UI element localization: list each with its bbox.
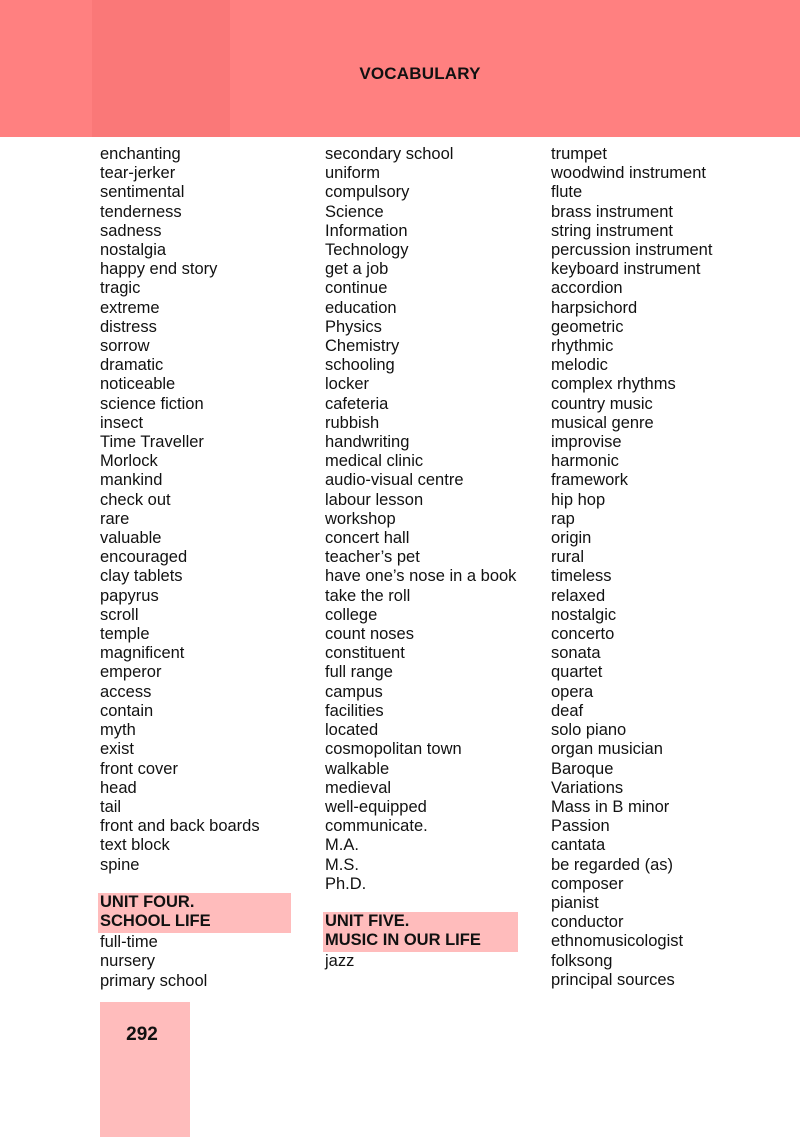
vocabulary-word: sonata bbox=[551, 644, 601, 663]
vocabulary-word: Variations bbox=[551, 778, 624, 797]
vocabulary-word: sentimental bbox=[100, 183, 185, 202]
vocabulary-word: myth bbox=[100, 721, 136, 740]
vocabulary-word: exist bbox=[100, 740, 134, 759]
vocabulary-word: concerto bbox=[551, 625, 615, 644]
vocabulary-word: college bbox=[325, 605, 378, 624]
vocabulary-word: emperor bbox=[100, 663, 162, 682]
vocabulary-word: rap bbox=[551, 509, 575, 528]
vocabulary-word: check out bbox=[100, 490, 171, 509]
vocabulary-word: audio-visual centre bbox=[325, 471, 464, 490]
vocabulary-word: enchanting bbox=[100, 145, 181, 163]
vocabulary-column-1 bbox=[100, 145, 300, 991]
vocabulary-word: encouraged bbox=[100, 548, 188, 567]
vocabulary-word: rhythmic bbox=[551, 337, 614, 356]
vocabulary-word: scroll bbox=[100, 605, 139, 624]
vocabulary-word: walkable bbox=[325, 759, 390, 778]
vocabulary-word: quartet bbox=[551, 663, 603, 682]
vocabulary-word: accordion bbox=[551, 279, 623, 298]
vocabulary-word: text block bbox=[100, 836, 170, 855]
vocabulary-word: access bbox=[100, 682, 152, 701]
vocabulary-word: M.S. bbox=[325, 855, 359, 874]
vocabulary-word: teacher’s pet bbox=[325, 548, 420, 567]
vocabulary-word: solo piano bbox=[551, 721, 627, 740]
unit-heading-line: SCHOOL LIFE bbox=[100, 911, 211, 930]
vocabulary-word: primary school bbox=[100, 971, 208, 990]
vocabulary-word: education bbox=[325, 298, 397, 317]
vocabulary-word: get a job bbox=[325, 260, 389, 279]
vocabulary-word: geometric bbox=[551, 317, 624, 336]
vocabulary-word: folksong bbox=[551, 951, 613, 970]
vocabulary-word: Morlock bbox=[100, 452, 158, 471]
vocabulary-word: count noses bbox=[325, 625, 414, 644]
vocabulary-word: compulsory bbox=[325, 183, 410, 202]
vocabulary-word: tear-jerker bbox=[100, 164, 176, 183]
vocabulary-word: percussion instrument bbox=[551, 241, 713, 260]
vocabulary-word: clay tablets bbox=[100, 567, 183, 586]
vocabulary-word: located bbox=[325, 721, 379, 740]
vocabulary-word: Physics bbox=[325, 317, 382, 336]
vocabulary-word: deaf bbox=[551, 701, 584, 720]
unit-heading-line: UNIT FIVE. bbox=[325, 911, 410, 930]
page-number: 292 bbox=[126, 1024, 158, 1045]
vocabulary-word: papyrus bbox=[100, 586, 159, 605]
vocabulary-word: Chemistry bbox=[325, 337, 400, 356]
vocabulary-word: communicate. bbox=[325, 817, 428, 836]
vocabulary-word: take the roll bbox=[325, 586, 411, 605]
vocabulary-word: composer bbox=[551, 874, 624, 893]
vocabulary-column-2 bbox=[325, 145, 525, 972]
vocabulary-word: concert hall bbox=[325, 529, 410, 548]
vocabulary-word: rare bbox=[100, 509, 130, 528]
vocabulary-word: insect bbox=[100, 413, 144, 432]
vocabulary-word: organ musician bbox=[551, 740, 663, 759]
vocabulary-word: tenderness bbox=[100, 202, 182, 221]
vocabulary-word: nostalgic bbox=[551, 605, 617, 624]
vocabulary-word: pianist bbox=[551, 893, 599, 912]
vocabulary-word: workshop bbox=[325, 509, 396, 528]
vocabulary-word: ethnomusicologist bbox=[551, 932, 684, 951]
vocabulary-word: principal sources bbox=[551, 970, 675, 989]
vocabulary-word: tragic bbox=[100, 279, 141, 298]
vocabulary-word: locker bbox=[325, 375, 370, 394]
vocabulary-word: conductor bbox=[551, 913, 624, 932]
vocabulary-word: Ph.D. bbox=[325, 874, 367, 893]
vocabulary-word: cafeteria bbox=[325, 394, 389, 413]
vocabulary-word: medieval bbox=[325, 778, 392, 797]
vocabulary-word: Passion bbox=[551, 817, 610, 836]
vocabulary-word: be regarded (as) bbox=[551, 855, 673, 874]
vocabulary-word: woodwind instrument bbox=[551, 164, 706, 183]
vocabulary-word: tail bbox=[100, 797, 122, 816]
vocabulary-word: dramatic bbox=[100, 356, 164, 375]
vocabulary-word: relaxed bbox=[551, 586, 606, 605]
unit-heading-line: MUSIC IN OUR LIFE bbox=[325, 931, 481, 950]
vocabulary-word: secondary school bbox=[325, 145, 454, 163]
vocabulary-word: cantata bbox=[551, 836, 606, 855]
vocabulary-word: harpsichord bbox=[551, 298, 638, 317]
vocabulary-word: timeless bbox=[551, 567, 612, 586]
vocabulary-word: Mass in B minor bbox=[551, 797, 670, 816]
vocabulary-word: medical clinic bbox=[325, 452, 424, 471]
vocabulary-word: hip hop bbox=[551, 490, 606, 509]
vocabulary-word: improvise bbox=[551, 433, 622, 452]
vocabulary-column-3 bbox=[551, 145, 796, 990]
vocabulary-word: Baroque bbox=[551, 759, 614, 778]
vocabulary-word: head bbox=[100, 778, 137, 797]
vocabulary-word: labour lesson bbox=[325, 490, 424, 509]
vocabulary-word: campus bbox=[325, 682, 383, 701]
vocabulary-word: mankind bbox=[100, 471, 163, 490]
vocabulary-word: sorrow bbox=[100, 337, 150, 356]
vocabulary-word: spine bbox=[100, 855, 140, 874]
vocabulary-word: science fiction bbox=[100, 394, 204, 413]
vocabulary-word: trumpet bbox=[551, 145, 607, 163]
vocabulary-word: noticeable bbox=[100, 375, 176, 394]
vocabulary-word: flute bbox=[551, 183, 583, 202]
vocabulary-word: jazz bbox=[325, 952, 355, 971]
vocabulary-word: harmonic bbox=[551, 452, 619, 471]
vocabulary-word: keyboard instrument bbox=[551, 260, 701, 279]
vocabulary-word: full range bbox=[325, 663, 393, 682]
page-title: VOCABULARY bbox=[359, 64, 481, 83]
vocabulary-word: Time Traveller bbox=[100, 433, 204, 452]
unit-heading-line: UNIT FOUR. bbox=[100, 892, 195, 911]
vocabulary-word: valuable bbox=[100, 529, 162, 548]
vocabulary-word: Science bbox=[325, 202, 384, 221]
vocabulary-word: handwriting bbox=[325, 433, 410, 452]
vocabulary-word: musical genre bbox=[551, 413, 654, 432]
vocabulary-word: string instrument bbox=[551, 221, 673, 240]
unit-heading bbox=[98, 893, 291, 933]
vocabulary-word: melodic bbox=[551, 356, 608, 375]
vocabulary-word: temple bbox=[100, 625, 150, 644]
vocabulary-word: full-time bbox=[100, 933, 158, 952]
vocabulary-word: framework bbox=[551, 471, 629, 490]
vocabulary-word: contain bbox=[100, 701, 154, 720]
vocabulary-word: extreme bbox=[100, 298, 160, 317]
vocabulary-word: nostalgia bbox=[100, 241, 167, 260]
vocabulary-word: schooling bbox=[325, 356, 395, 375]
page-number-tab bbox=[100, 1002, 190, 1137]
vocabulary-word: distress bbox=[100, 317, 157, 336]
vocabulary-word: sadness bbox=[100, 221, 162, 240]
vocabulary-word: well-equipped bbox=[325, 797, 427, 816]
vocabulary-word: happy end story bbox=[100, 260, 218, 279]
vocabulary-word: uniform bbox=[325, 164, 381, 183]
unit-heading bbox=[323, 912, 518, 952]
vocabulary-word: front and back boards bbox=[100, 817, 260, 836]
vocabulary-word: rubbish bbox=[325, 413, 380, 432]
header-band bbox=[0, 0, 800, 137]
vocabulary-word: nursery bbox=[100, 952, 156, 971]
vocabulary-word: front cover bbox=[100, 759, 178, 778]
vocabulary-word: facilities bbox=[325, 701, 384, 720]
vocabulary-word: country music bbox=[551, 394, 653, 413]
vocabulary-word: Technology bbox=[325, 241, 409, 260]
vocabulary-word: continue bbox=[325, 279, 388, 298]
vocabulary-word: brass instrument bbox=[551, 202, 673, 221]
vocabulary-word: Information bbox=[325, 221, 408, 240]
vocabulary-word: opera bbox=[551, 682, 594, 701]
vocabulary-word: have one’s nose in a book bbox=[325, 567, 517, 586]
vocabulary-word: M.A. bbox=[325, 836, 359, 855]
vocabulary-word: rural bbox=[551, 548, 585, 567]
vocabulary-word: complex rhythms bbox=[551, 375, 676, 394]
vocabulary-word: magnificent bbox=[100, 644, 185, 663]
vocabulary-word: cosmopolitan town bbox=[325, 740, 462, 759]
vocabulary-word: constituent bbox=[325, 644, 405, 663]
vocabulary-word: origin bbox=[551, 529, 592, 548]
